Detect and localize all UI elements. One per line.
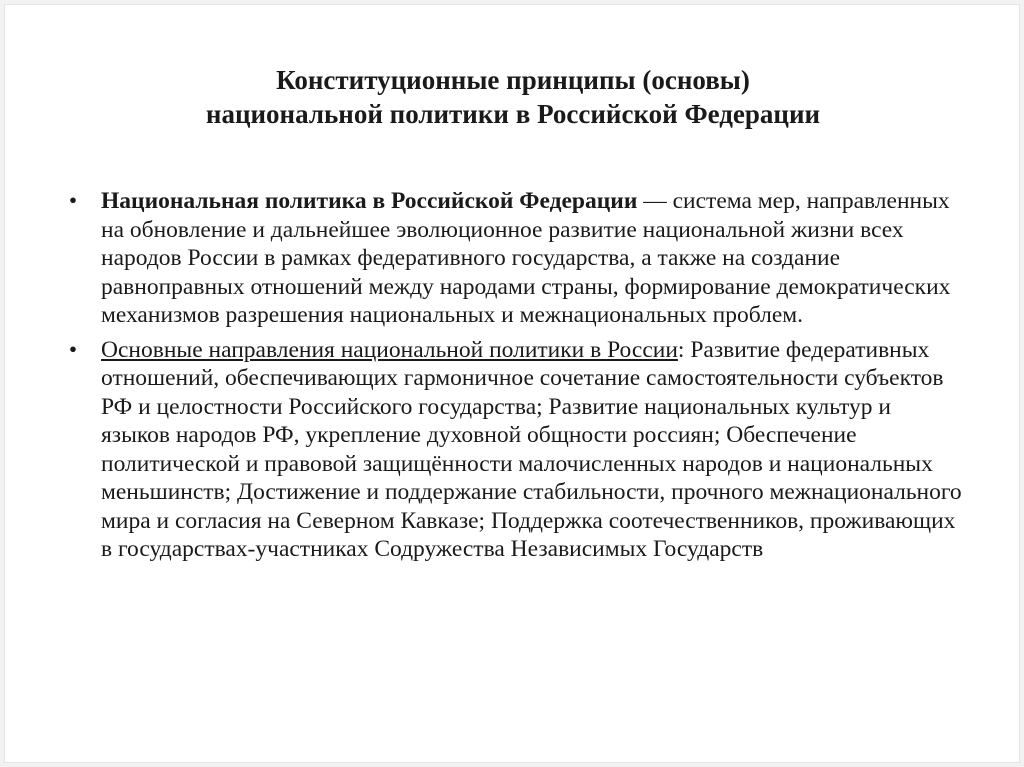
slide-title (5, 63, 1021, 131)
item-body-text: : Развитие федеративных отношений, обеспечивающих гармоничное сочетание самостоятельности субъектов РФ и целостности Российского государства; Развитие национальных культур и языков народов РФ, укрепление духовной общности россиян; Обеспечение политической и правовой защищённости малочисленных народов и национальных меньшинств; Достижение и поддержание стабильности, прочного межнационального мира и согласия на Северном Кавказе; Поддержка соотечественников, проживающих в государствах-участниках Содружества Независимых Государств (101, 336, 962, 562)
title-line-2: национальной политики в Российской Федерации (205, 99, 821, 129)
item-lead-term: Основные направления национальной политики в России (101, 336, 678, 363)
item-body-text: — система мер, направленных на обновление и дальнейшее эволюционное развитие национальной жизни всех народов России в рамках федеративного государства, а также на создание равноправных отношений между народами страны, формирование демократических механизмов разрешения национальных и межнациональных проблем. (101, 188, 951, 328)
bullet-list (63, 187, 963, 570)
bullet-marker: • (68, 336, 78, 363)
list-item (63, 336, 963, 564)
list-item (63, 187, 963, 330)
slide (4, 4, 1020, 763)
title-line-1: Конституционные принципы (основы) (276, 65, 750, 95)
item-lead-term: Национальная политика в Российской Федерации (101, 188, 638, 214)
bullet-marker: • (68, 188, 78, 214)
